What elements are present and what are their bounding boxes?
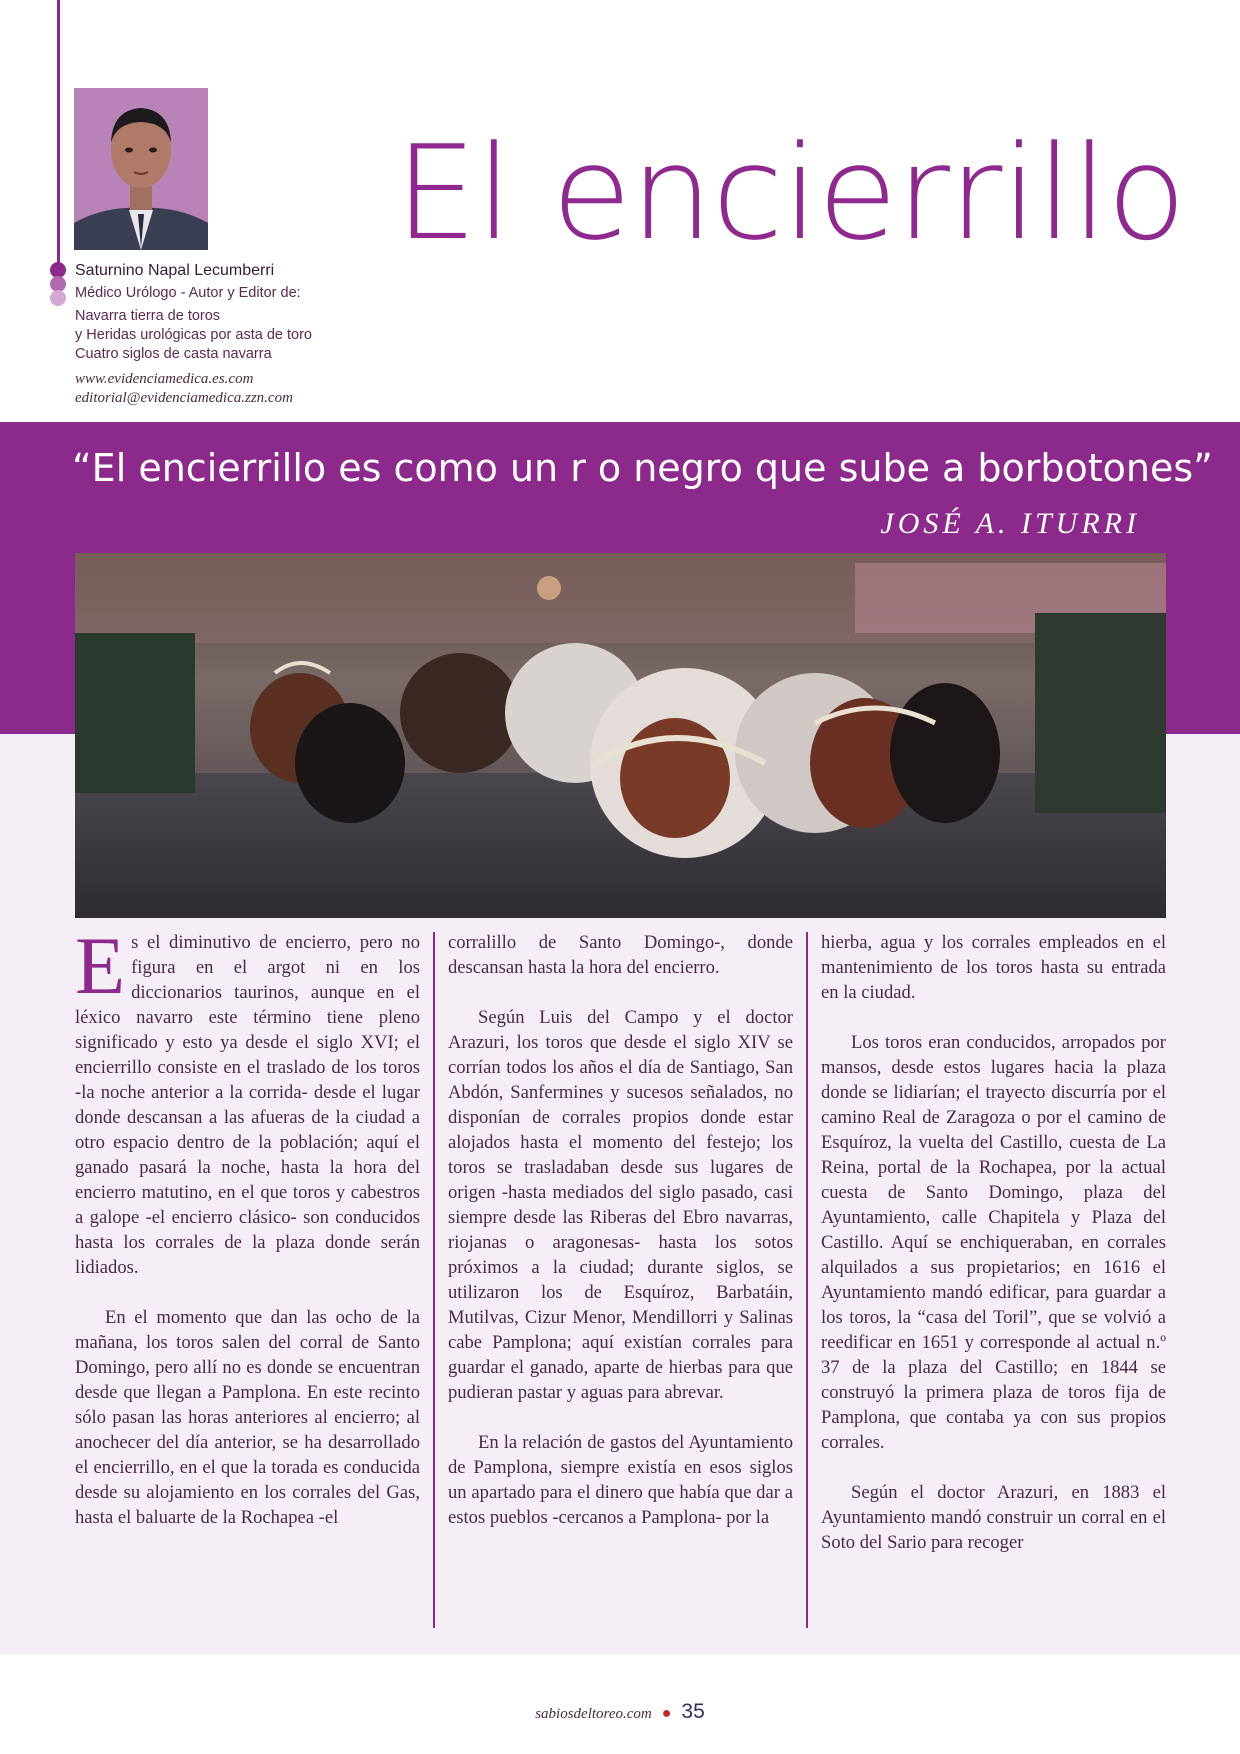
dot-icon bbox=[50, 290, 66, 306]
column-divider bbox=[806, 932, 808, 1628]
author-name: Saturnino Napal Lecumberri bbox=[75, 262, 275, 279]
encierrillo-photo-image bbox=[75, 553, 1166, 918]
author-book-3: Cuatro siglos de casta navarra bbox=[75, 346, 272, 362]
author-email-link[interactable]: editorial@evidenciamedica.zzn.com bbox=[75, 390, 293, 406]
paragraph: En el momento que dan las ocho de la mañana, los toros salen del corral de Santo Domingo, pero allí no es donde se encuentran desde que llegan a Pamplona. En este recinto sólo pasan las horas anteriores al encierro; al anochecer del día anterior, se ha desarrollado el encierrillo, en el que la torada es conducida desde su alojamiento en los corrales del Gas, hasta el baluarte de la Rochapea -el bbox=[75, 1307, 420, 1528]
article-title: El encierrillo bbox=[395, 117, 1186, 269]
column-divider bbox=[433, 932, 435, 1628]
bulls-running-photo bbox=[75, 553, 1166, 918]
paragraph: s el diminutivo de encierro, pero no figura en el argot ni en los diccionarios taurinos, aunque en el léxico navarro este término tiene pleno significado y esto ya desde el siglo XVI; el encierrillo consiste en el traslado de los toros -la noche anterior a la corrida- desde el lugar donde descansan a las afueras de la ciudad a otro espacio dentro de la población; aquí el ganado pasará la noche, hasta la hora del encierro matutino, en el que toros y cabestros a galope -el encierro clásico- son conducidos hasta los corrales de la plaza donde serán lidiados. bbox=[75, 932, 420, 1278]
paragraph: corralillo de Santo Domingo-, donde descansan hasta la hora del encierro. bbox=[448, 932, 793, 978]
article-column-3 bbox=[821, 930, 1166, 1580]
bullet-icon: ● bbox=[661, 1705, 672, 1722]
article-column-2 bbox=[448, 930, 793, 1555]
pull-quote: “El encierrillo es como un r o negro que sube a borbotones” bbox=[72, 446, 1213, 490]
footer-site-link[interactable]: sabiosdeltoreo.com bbox=[535, 1706, 652, 1722]
quote-author: JOSÉ A. ITURRI bbox=[880, 507, 1140, 540]
author-book-1: Navarra tierra de toros bbox=[75, 308, 221, 324]
author-photo bbox=[74, 88, 208, 250]
accent-vertical-line bbox=[57, 0, 60, 280]
article-column-1 bbox=[75, 920, 420, 1555]
author-portrait-image bbox=[74, 88, 208, 250]
author-website-link[interactable]: www.evidenciamedica.es.com bbox=[75, 371, 254, 387]
paragraph: Según Luis del Campo y el doctor Arazuri, los toros que desde el siglo XIV se corrían todos los años el día de Santiago, San Abdón, Sanfermines y sucesos señalados, no disponían de corrales propios donde estar alojados hasta el momento del festejo; los toros se trasladaban desde sus lugares de origen -hasta mediados del siglo pasado, casi siempre desde las Riberas del Ebro navarras, riojanas o aragonesas- hasta los sotos próximos a la ciudad; durante siglos, se utilizaron los de Esquíroz, Barbatáin, Mutilvas, Cizur Menor, Mendillorri y Salinas cabe Pamplona; aquí existían corrales para guardar el ganado, aparte de hierbas para que pudieran pastar y aguas para abrevar. bbox=[448, 1007, 793, 1403]
paragraph: Según el doctor Arazuri, en 1883 el Ayuntamiento mandó construir un corral en el Soto del Sario para recoger bbox=[821, 1482, 1166, 1553]
paragraph: En la relación de gastos del Ayuntamiento de Pamplona, siempre existía en esos siglos un apartado para el dinero que había que dar a estos pueblos -cercanos a Pamplona- por la bbox=[448, 1432, 793, 1528]
paragraph: hierba, agua y los corrales empleados en el mantenimiento de los toros hasta su entrada en la ciudad. bbox=[821, 932, 1166, 1003]
page-number: 35 bbox=[681, 1700, 705, 1723]
author-info bbox=[75, 262, 375, 408]
drop-cap: E bbox=[75, 920, 126, 1011]
decorative-dots bbox=[50, 262, 66, 304]
author-book-2: y Heridas urológicas por asta de toro bbox=[75, 327, 312, 343]
paragraph: Los toros eran conducidos, arropados por mansos, desde estos lugares hacia la plaza donde se lidiarían; el trayecto discurría por el camino Real de Zaragoza o por el camino de Esquíroz, la vuelta del Castillo, cuesta de La Reina, portal de la Rochapea, por la actual cuesta de Santo Domingo, plaza del Ayuntamiento, calle Chapitela y Plaza del Castillo. Aquí se enchiqueraban, en corrales alquilados a sus propietarios; en 1616 el Ayuntamiento mandó edificar, para guardar a los toros, la “casa del Toril”, que se volvió a reedificar en 1651 y corresponde al actual n.º 37 de la plaza del Castillo; en 1844 se construyó la primera plaza de toros fija de Pamplona, que contaba ya con sus propios corrales. bbox=[821, 1032, 1166, 1453]
author-role: Médico Urólogo - Autor y Editor de: bbox=[75, 285, 301, 301]
page-footer bbox=[0, 1700, 1240, 1724]
